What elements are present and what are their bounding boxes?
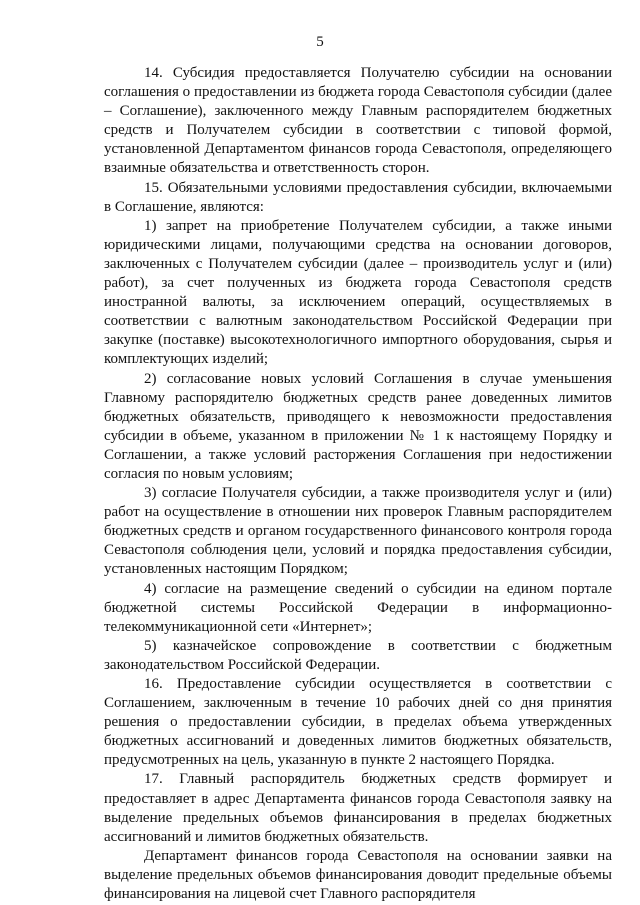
paragraph-17: 17. Главный распорядитель бюджетных средств формирует и предоставляет в адрес Департамента финансов города Севастополя заявку на выделение предельных объемов финансирования в пределах бюджетных ассигнований и лимитов бюджетных обязательств. <box>104 771 612 845</box>
paragraph-14: 14. Субсидия предоставляется Получателю субсидии на основании соглашения о предоставлении из бюджета города Севастополя субсидии (далее – Соглашение), заключенного между Главным распорядителем бюджетных средств и Получателем субсидии в соответствии с типовой формой, установленной Департаментом финансов города Севастополя, определяющего взаимные обязательства и ответственность сторон. <box>104 65 612 177</box>
paragraph-16: 16. Предоставление субсидии осуществляется в соответствии с Соглашением, заключенным в течение 10 рабочих дней со дня принятия решения о предоставлении субсидии, в пределах объема утвержденных бюджетных ассигнований и доведенных лимитов бюджетных обязательств, предусмотренных на цель, указанную в пункте 2 настоящего Порядка. <box>104 676 612 769</box>
list-item-4: 4) согласие на размещение сведений о субсидии на едином портале бюджетной системы Российской Федерации в информационно-телекоммуникационной сети «Интернет»; <box>104 580 612 635</box>
document-body <box>104 64 612 904</box>
page-number: 5 <box>316 34 324 50</box>
paragraph-17-continuation: Департамент финансов города Севастополя на основании заявки на выделение предельных объемов финансирования доводит предельные объемы финансирования на лицевой счет Главного распорядителя <box>104 847 612 903</box>
list-item-3: 3) согласие Получателя субсидии, а также производителя услуг и (или) работ на осуществление в отношении них проверок Главным распорядителем бюджетных средств и органом государственного финансового контроля города Севастополя соблюдения цели, условий и порядка предоставления субсидии, установленных настоящим Порядком; <box>104 485 612 578</box>
list-item-1: 1) запрет на приобретение Получателем субсидии, а также иными юридическими лицами, получающими средства на основании договоров, заключенных с Получателем субсидии (далее – производитель услуг и (или) работ), за счет полученных из бюджета города Севастополя средств иностранной валюты, за исключением операций, осуществляемых в соответствии с валютным законодательством Российской Федерации при закупке (поставке) высокотехнологичного импортного оборудования, сырья и комплектующих изделий; <box>104 217 612 368</box>
list-item-2: 2) согласование новых условий Соглашения в случае уменьшения Главному распорядителю бюджетных средств ранее доведенных лимитов бюджетных обязательств, приводящего к невозможности предоставления субсидии в объеме, указанном в приложении № 1 к настоящему Порядку и Соглашении, а также условий расторжения Соглашения при недостижении согласия по новым условиям; <box>104 370 612 482</box>
paragraph-15: 15. Обязательными условиями предоставления субсидии, включаемыми в Соглашение, являются: <box>104 179 612 215</box>
list-item-5: 5) казначейское сопровождение в соответствии с бюджетным законодательством Российской Федерации. <box>104 637 612 673</box>
